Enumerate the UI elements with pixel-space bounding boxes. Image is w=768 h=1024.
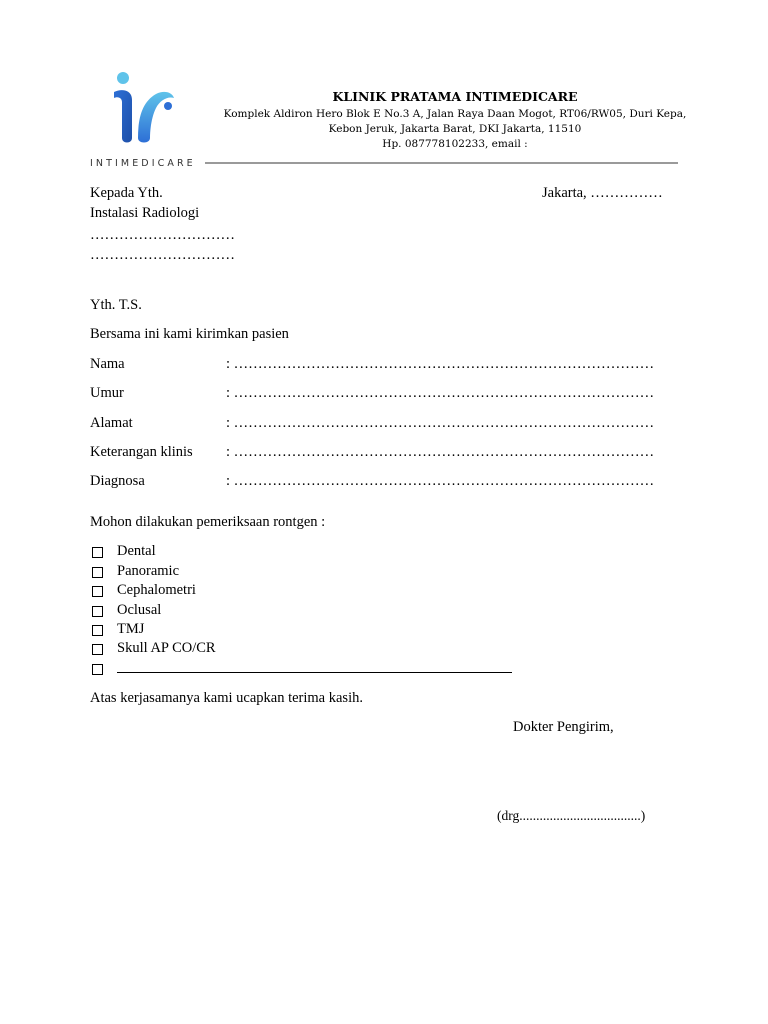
- recipient-greeting: Kepada Yth.: [90, 185, 163, 201]
- clinic-name: KLINIK PRATAMA INTIMEDICARE: [332, 89, 578, 104]
- field-label: Keterangan klinis: [90, 444, 193, 460]
- checkbox-label: Dental: [117, 543, 156, 559]
- field-value: : ……………………………………………………………………………: [226, 385, 655, 401]
- salutation: Yth. T.S.: [90, 297, 142, 313]
- checkbox[interactable]: [92, 606, 103, 617]
- field-value: : ……………………………………………………………………………: [226, 444, 655, 460]
- header-divider: [205, 162, 678, 164]
- field-label: Nama: [90, 356, 125, 372]
- field-label: Umur: [90, 385, 124, 401]
- field-row-alamat: [90, 415, 672, 435]
- checkbox[interactable]: [92, 547, 103, 558]
- field-label: Alamat: [90, 415, 133, 431]
- intimedicare-logo-icon: [108, 68, 180, 148]
- exam-option-other[interactable]: [90, 660, 530, 678]
- field-row-umur: [90, 385, 672, 405]
- recipient-blank-1: …………………………: [90, 227, 235, 243]
- field-value: : ……………………………………………………………………………: [226, 356, 655, 372]
- recipient-blank-2: …………………………: [90, 247, 235, 263]
- field-value: : ……………………………………………………………………………: [226, 415, 655, 431]
- checkbox-label: TMJ: [117, 621, 145, 637]
- checkbox[interactable]: [92, 644, 103, 655]
- checkbox[interactable]: [92, 567, 103, 578]
- signature-title: Dokter Pengirim,: [513, 719, 614, 735]
- field-row-keterangan-klinis: [90, 444, 672, 464]
- contact-line: Hp. 087778102233, email :: [382, 138, 528, 150]
- intro-text: Bersama ini kami kirimkan pasien: [90, 326, 289, 342]
- checkbox[interactable]: [92, 586, 103, 597]
- checkbox-label: Oclusal: [117, 602, 162, 618]
- clinic-address: [205, 107, 705, 152]
- field-row-nama: [90, 356, 672, 376]
- recipient-department: Instalasi Radiologi: [90, 205, 200, 221]
- field-row-diagnosa: [90, 473, 672, 493]
- other-exam-blank-line[interactable]: [117, 672, 512, 673]
- checkbox[interactable]: [92, 664, 103, 675]
- place-date: Jakarta, ……………: [542, 185, 663, 201]
- checkbox-label: Cephalometri: [117, 582, 196, 598]
- field-label: Diagnosa: [90, 473, 145, 489]
- checkbox-label: Panoramic: [117, 563, 180, 579]
- address-line-1: Komplek Aldiron Hero Blok E No.3 A, Jalan Raya Daan Mogot, RT06/RW05, Duri Kepa,: [223, 108, 687, 120]
- signature-name-line: (drg....................................): [497, 808, 646, 823]
- request-text: Mohon dilakukan pemeriksaan rontgen :: [90, 514, 326, 530]
- field-value: : ……………………………………………………………………………: [226, 473, 655, 489]
- brand-wordmark: INTIMEDICARE: [90, 158, 196, 169]
- closing-text: Atas kerjasamanya kami ucapkan terima kasih.: [90, 690, 363, 706]
- address-line-2: Kebon Jeruk, Jakarta Barat, DKI Jakarta, 11510: [328, 123, 582, 135]
- checkbox-label: Skull AP CO/CR: [117, 640, 216, 656]
- checkbox[interactable]: [92, 625, 103, 636]
